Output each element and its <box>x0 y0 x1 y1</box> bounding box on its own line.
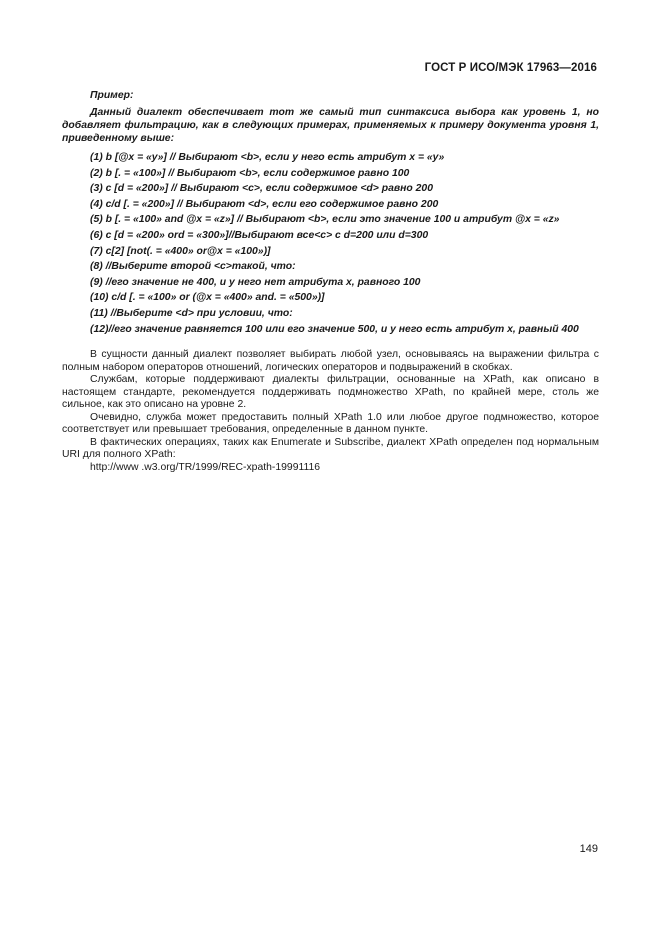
example-line: (12)//его значение равняется 100 или его значение 500, и у него есть атрибут x, равный 400 <box>90 323 579 335</box>
example-line: (4) c/d [. = «200»] // Выбирают <d>, если его содержимое равно 200 <box>90 198 439 210</box>
example-line: (11) //Выберите <d> при условии, что: <box>90 307 293 319</box>
body-paragraph: Службам, которые поддерживают диалекты фильтрации, основанные на XPath, как описано в настоящем стандарте, рекомендуется поддерживать подмножество XPath, по крайней мере, столь же сильное, как это описано на уровне 2. <box>62 374 599 411</box>
document-header: ГОСТ Р ИСО/МЭК 17963—2016 <box>424 62 597 74</box>
xpath-uri: http://www .w3.org/TR/1999/REC-xpath-19991116 <box>90 461 321 473</box>
body-paragraph: В фактических операциях, таких как Enumerate и Subscribe, диалект XPath определен под нормальным URI для полного XPath: <box>62 436 599 461</box>
body-paragraph: В сущности данный диалект позволяет выбирать любой узел, основываясь на выражении фильтра с полным набором операторов отношений, логических операторов и подвыражений в скобках. <box>62 349 599 373</box>
example-intro: Данный диалект обеспечивает тот же самый тип синтаксиса выбора как уровень 1, но добавляет фильтрацию, как в следующих примерах, применяемых к примеру документа уровня 1, приведенному выше: <box>62 107 599 144</box>
example-line: (10) c/d [. = «100» or (@x = «400» and. = «500»)] <box>90 292 325 304</box>
example-line: (3) c [d = «200»] // Выбирают <c>, если содержимое <d> равно 200 <box>90 183 433 195</box>
example-heading: Пример: <box>90 90 134 101</box>
page-body <box>62 89 599 474</box>
example-line: (7) c[2] [not(. = «400» or@x = «100»)] <box>90 245 271 257</box>
example-list <box>62 150 599 337</box>
body-paragraphs <box>62 349 599 474</box>
example-line: (2) b [. = «100»] // Выбирают <b>, если содержимое равно 100 <box>90 167 410 179</box>
example-line: (9) //его значение не 400, и у него нет атрибута x, равного 100 <box>90 276 421 288</box>
page-number: 149 <box>579 843 598 855</box>
example-line: (6) c [d = «200» ord = «300»]//Выбирают все<c> с d=200 или d=300 <box>90 229 429 241</box>
example-line: (5) b [. = «100» and @x = «z»] // Выбирают <b>, если это значение 100 и атрибут @x = «z» <box>90 214 560 226</box>
example-line: (8) //Выберите второй <c>такой, что: <box>90 261 296 273</box>
example-line: (1) b [@x = «y»] // Выбирают <b>, если у него есть атрибут x = «y» <box>90 152 445 163</box>
body-paragraph: Очевидно, служба может предоставить полный XPath 1.0 или любое другое подмножество, которое соответствует или превышает требования, определенные в данном пункте. <box>62 411 599 436</box>
